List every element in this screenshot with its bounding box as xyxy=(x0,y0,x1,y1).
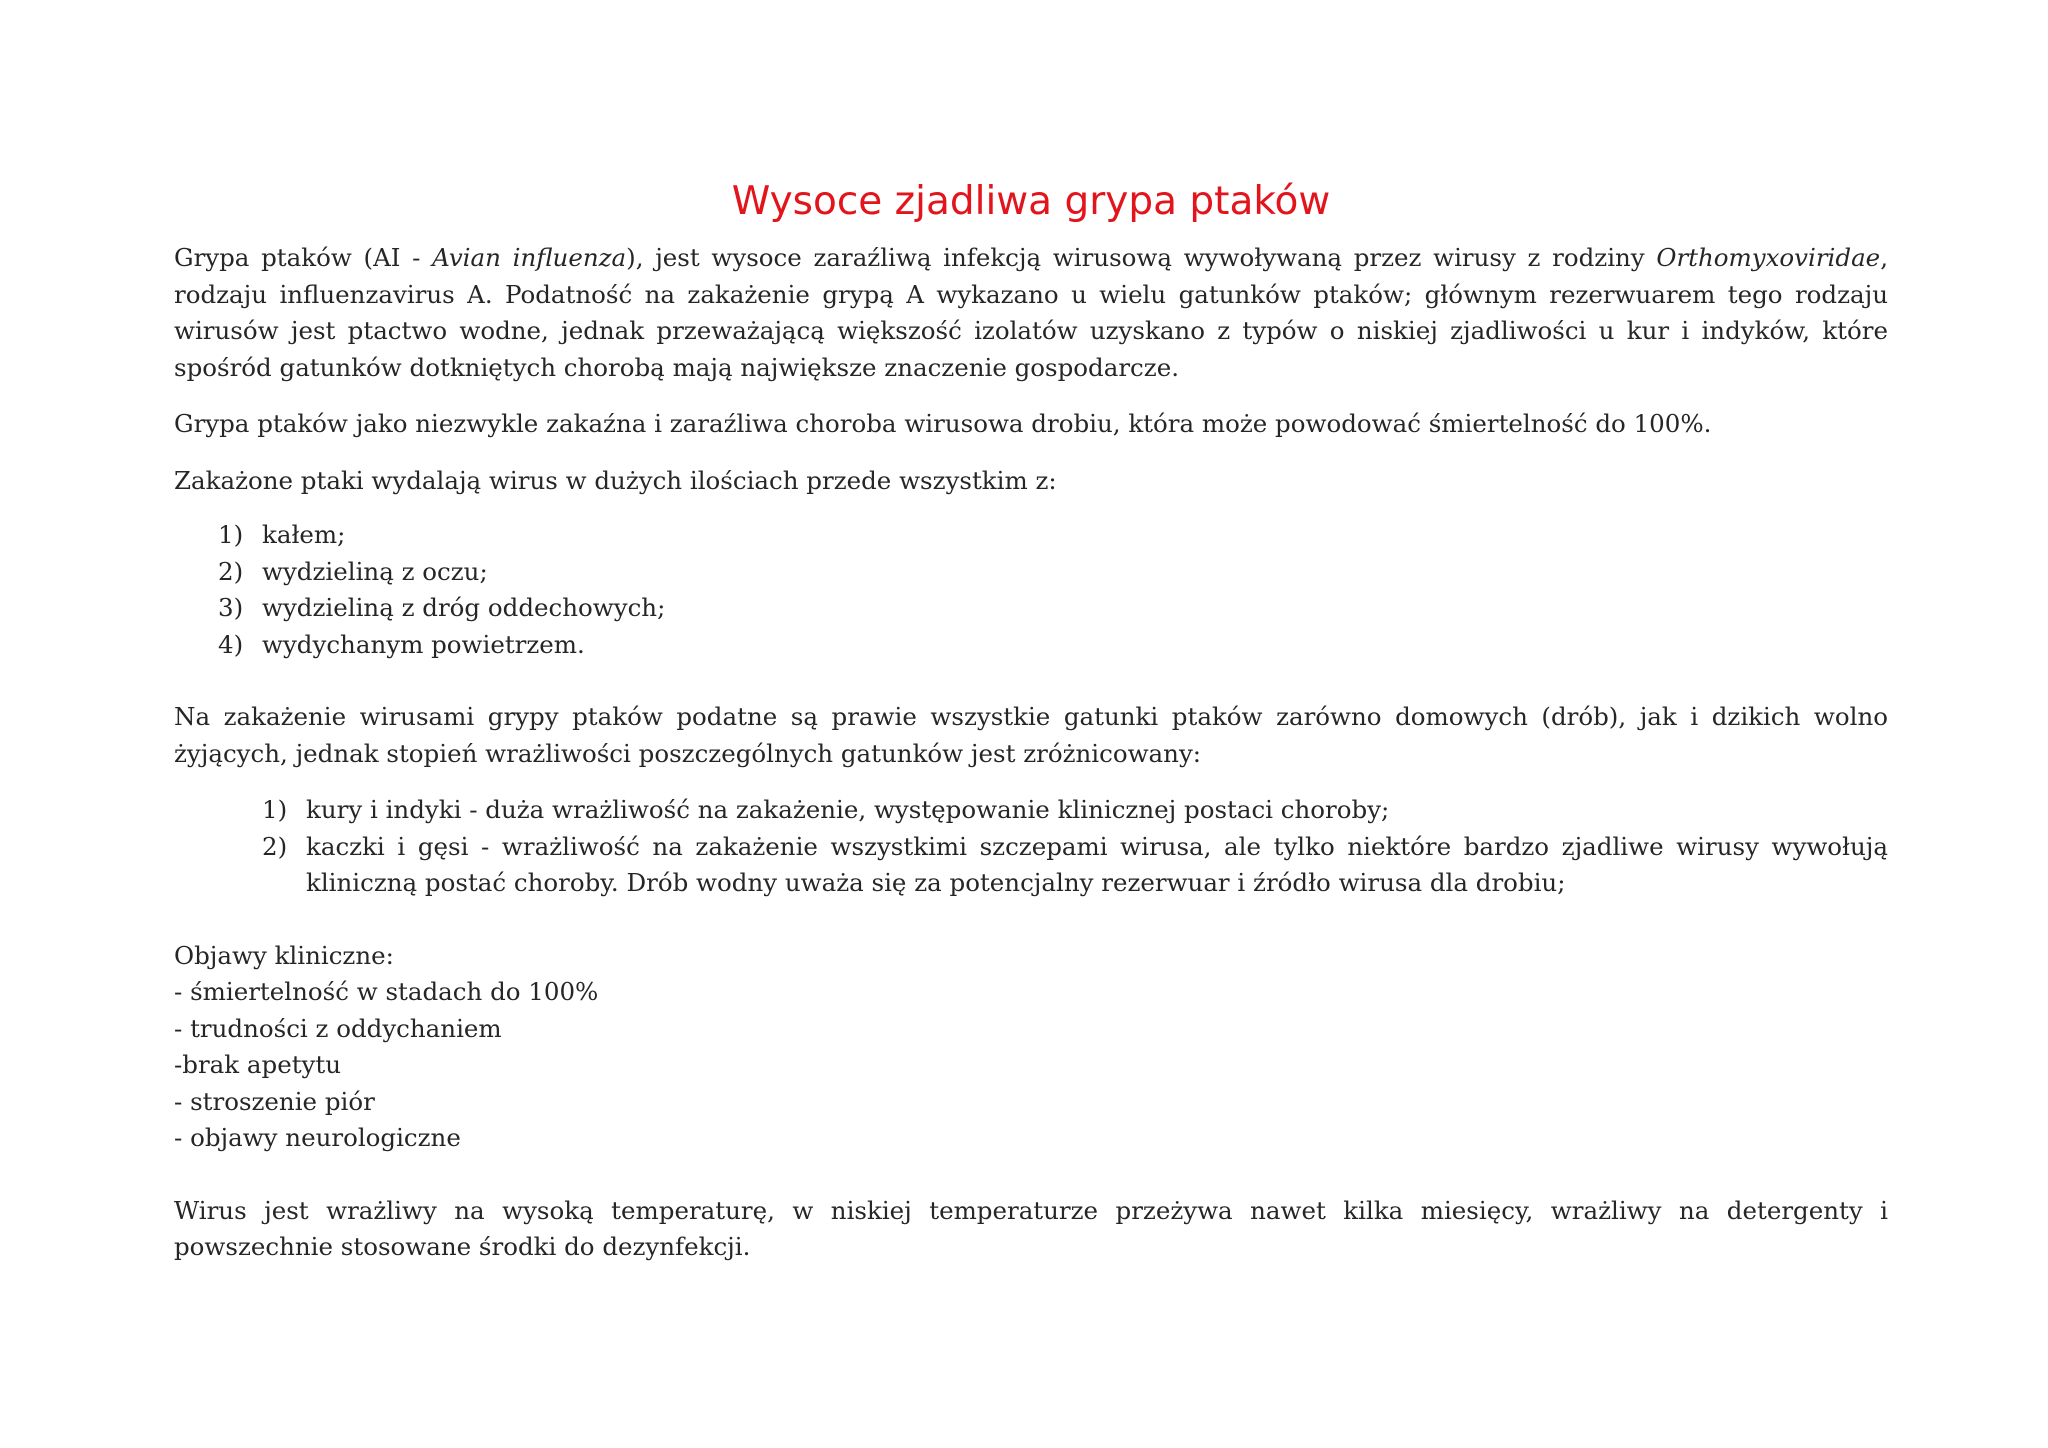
intro-text-1: Grypa ptaków (AI - xyxy=(174,243,433,272)
list-item-number: 3) xyxy=(218,593,244,622)
list-item-text: kury i indyki - duża wrażliwość na zakażenie, występowanie klinicznej postaci choroby; xyxy=(306,795,1390,824)
list-item xyxy=(218,590,1888,627)
list-item xyxy=(262,792,1888,829)
susceptibility-paragraph: Na zakażenie wirusami grypy ptaków podatne są prawie wszystkie gatunki ptaków zarówno domowych (drób), jak i dzikich wolno żyjących, jednak stopień wrażliwości poszczególnych gatunków jest zróżnicowany: xyxy=(174,702,1888,768)
list-item-text: wydzieliną z dróg oddechowych; xyxy=(262,593,666,622)
page-title: Wysoce zjadliwa grypa ptaków xyxy=(731,179,1331,224)
resistance-paragraph: Wirus jest wrażliwy na wysoką temperaturę, w niskiej temperaturze przeżywa nawet kilka miesięcy, wrażliwy na detergenty i powszechnie stosowane środki do dezynfekcji. xyxy=(174,1195,1888,1261)
intro-italic-family: Orthomyxoviridae xyxy=(1656,243,1881,272)
list-item xyxy=(218,517,1888,554)
list-item-text: wydychanym powietrzem. xyxy=(262,629,585,659)
list-item-text: kaczki i gęsi - wrażliwość na zakażenie wszystkimi szczepami wirusa, ale tylko niektóre bardzo zjadliwe wirusy wywołują kliniczną postać choroby. Drób wodny uważa się za potencjalny rezerwuar i źródło wirusa dla drobiu; xyxy=(306,831,1888,897)
intro-text-2: ), jest wysoce zaraźliwą infekcją wirusową wywoływaną przez wirusy z rodziny xyxy=(626,243,1657,272)
excretion-intro-paragraph: Zakażone ptaki wydalają wirus w dużych ilościach przede wszystkim z: xyxy=(174,465,1057,495)
intro-italic-avian: Avian influenza xyxy=(432,243,627,272)
intro-paragraph xyxy=(174,240,1888,386)
list-item-text: kałem; xyxy=(262,520,346,549)
mortality-paragraph: Grypa ptaków jako niezwykle zakaźna i zaraźliwa choroba wirusowa drobiu, która może powodować śmiertelność do 100%. xyxy=(174,409,1712,438)
symptom-item: - trudności z oddychaniem xyxy=(174,1013,502,1043)
intro-text-3: , rodzaju influenzavirus A. Podatność na zakażenie grypą A wykazano u wielu gatunków ptaków; głównym rezerwuarem tego rodzaju wirusów jest ptactwo wodne, jednak przeważającą większość izolatów uzyskano z typów o niskiej zjadliwości u kur i indyków, które spośród gatunków dotkniętych chorobą mają największe znaczenie gospodarcze. xyxy=(174,243,1888,382)
susceptibility-list xyxy=(262,792,1888,902)
document-page xyxy=(174,172,1888,1266)
symptom-item: -brak apetytu xyxy=(174,1050,342,1079)
list-item-number: 1) xyxy=(218,520,244,549)
symptom-item: - stroszenie piór xyxy=(174,1086,375,1116)
excretion-list xyxy=(218,517,1888,663)
list-item-number: 1) xyxy=(262,795,288,824)
list-item-number: 4) xyxy=(218,629,244,659)
list-item xyxy=(218,627,1888,664)
symptoms-heading: Objawy kliniczne: xyxy=(174,940,394,970)
list-item-number: 2) xyxy=(262,831,288,861)
list-item xyxy=(262,829,1888,902)
symptoms-section xyxy=(174,938,1888,1157)
list-item-text: wydzieliną z oczu; xyxy=(262,556,488,586)
list-item xyxy=(218,554,1888,591)
symptom-item: - śmiertelność w stadach do 100% xyxy=(174,977,599,1006)
list-item-number: 2) xyxy=(218,556,244,586)
symptom-item: - objawy neurologiczne xyxy=(174,1123,461,1152)
